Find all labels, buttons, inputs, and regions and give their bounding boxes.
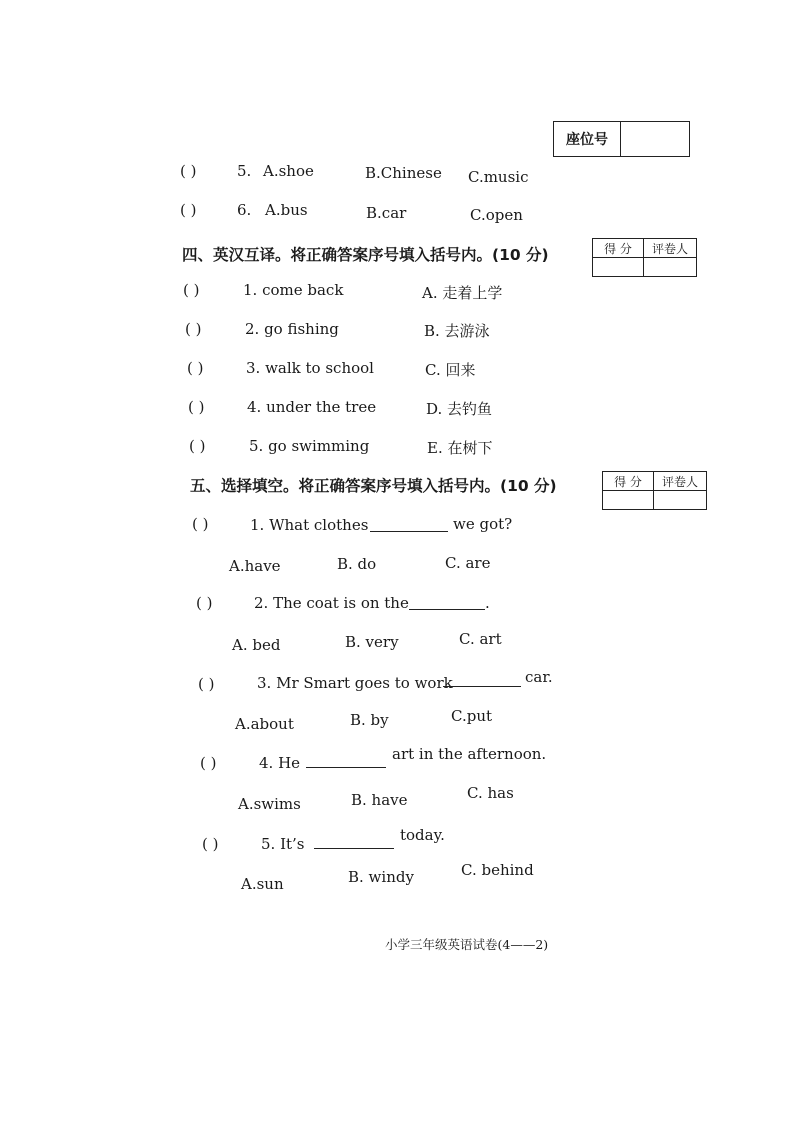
question-text-end: we got? (453, 515, 513, 533)
answer-paren[interactable]: ( ) (189, 437, 206, 455)
question-text-end: art in the afternoon. (392, 745, 547, 763)
question-text-end: . (485, 594, 490, 612)
option-c: C.put (451, 707, 493, 725)
item-option: B. 去游泳 (424, 322, 490, 340)
grader-cell[interactable] (654, 491, 707, 510)
question-text-end: today. (400, 826, 445, 844)
item-option: C. 回来 (425, 361, 476, 379)
answer-paren[interactable]: ( ) (198, 675, 215, 693)
option-b: B. do (337, 555, 377, 573)
score-cell[interactable] (593, 258, 644, 277)
option-a: A.shoe (263, 162, 314, 180)
answer-paren[interactable]: ( ) (200, 754, 217, 772)
option-b: B. very (345, 633, 399, 651)
answer-blank[interactable] (314, 847, 394, 849)
item-option: A. 走着上学 (422, 284, 503, 302)
option-c: C. art (459, 630, 502, 648)
seat-number-value[interactable] (621, 122, 690, 157)
page-footer: 小学三年级英语试卷(4——2) (385, 937, 549, 952)
option-a: A.have (229, 557, 281, 575)
option-c: C. are (445, 554, 491, 572)
item-text: 4. under the tree (247, 398, 377, 416)
option-a: A.about (235, 715, 294, 733)
grader-header: 评卷人 (654, 472, 707, 491)
part4-score-table (592, 238, 697, 277)
item-option: D. 去钓鱼 (426, 400, 493, 418)
option-a: A.bus (265, 201, 308, 219)
option-b: B. by (350, 711, 389, 729)
option-c: C. behind (461, 861, 534, 879)
answer-paren[interactable]: ( ) (183, 281, 200, 299)
item-text: 1. come back (243, 281, 344, 299)
option-a: A.sun (241, 875, 284, 893)
answer-paren[interactable]: ( ) (180, 162, 197, 180)
grader-cell[interactable] (644, 258, 697, 277)
part4-title: 四、英汉互译。将正确答案序号填入括号内。(10 分) (182, 246, 549, 264)
option-a: A.swims (238, 795, 301, 813)
answer-paren[interactable]: ( ) (188, 398, 205, 416)
seat-number-label: 座位号 (554, 122, 621, 157)
question-number: 6. (237, 201, 252, 219)
answer-blank[interactable] (443, 685, 521, 687)
option-b: B. windy (348, 868, 414, 886)
option-b: B.car (366, 204, 407, 222)
score-header: 得 分 (603, 472, 654, 491)
option-b: B.Chinese (365, 164, 442, 182)
question-text: 1. What clothes (250, 516, 369, 534)
grader-header: 评卷人 (644, 239, 697, 258)
option-a: A. bed (232, 636, 281, 654)
item-text: 3. walk to school (246, 359, 374, 377)
answer-paren[interactable]: ( ) (196, 594, 213, 612)
answer-paren[interactable]: ( ) (187, 359, 204, 377)
option-c: C.music (468, 168, 529, 186)
question-text: 3. Mr Smart goes to work (257, 674, 453, 692)
answer-blank[interactable] (370, 530, 448, 532)
score-cell[interactable] (603, 491, 654, 510)
answer-paren[interactable]: ( ) (180, 201, 197, 219)
question-text: 5. It’s (261, 835, 305, 853)
part5-title: 五、选择填空。将正确答案序号填入括号内。(10 分) (190, 477, 557, 495)
answer-blank[interactable] (409, 608, 485, 610)
item-text: 2. go fishing (245, 320, 339, 338)
question-text: 4. He (259, 754, 301, 772)
answer-blank[interactable] (306, 766, 386, 768)
answer-paren[interactable]: ( ) (192, 515, 209, 533)
question-number: 5. (237, 162, 252, 180)
option-c: C. has (467, 784, 514, 802)
answer-paren[interactable]: ( ) (185, 320, 202, 338)
option-c: C.open (470, 206, 523, 224)
score-header: 得 分 (593, 239, 644, 258)
question-text-end: car. (525, 668, 553, 686)
question-text: 2. The coat is on the (254, 594, 409, 612)
seat-number-box (553, 121, 690, 157)
answer-paren[interactable]: ( ) (202, 835, 219, 853)
item-option: E. 在树下 (427, 439, 493, 457)
part5-score-table (602, 471, 707, 510)
item-text: 5. go swimming (249, 437, 370, 455)
option-b: B. have (351, 791, 408, 809)
